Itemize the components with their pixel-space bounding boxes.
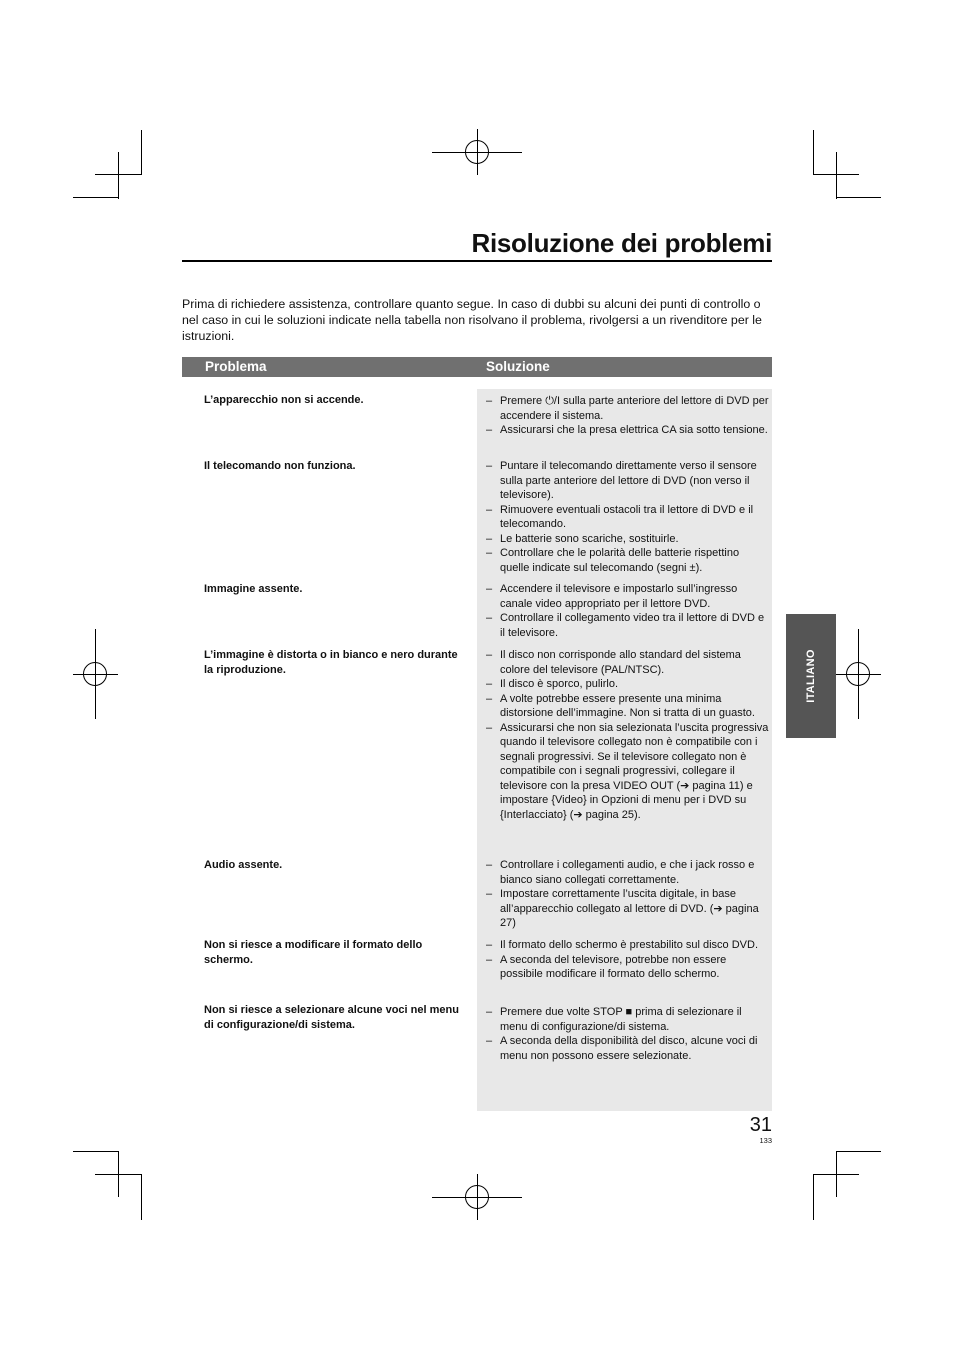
crop-mark-line [95, 1174, 142, 1175]
registration-circle [846, 662, 870, 686]
solution-item: – Premere due volte STOP ■ prima di selezionare il menu di configurazione/di sistema. [486, 1005, 770, 1034]
solution-list [486, 1005, 770, 1063]
solution-item: – A seconda della disponibilità del disco, alcune voci di menu non possono essere selezionate. [486, 1034, 770, 1063]
crop-mark-line [118, 152, 119, 199]
header-solution: Soluzione [486, 359, 550, 374]
crop-mark-line [813, 1174, 859, 1175]
language-tab-label: ITALIANO [805, 649, 817, 703]
solution-list [486, 648, 770, 822]
solution-item: – Impostare correttamente l’uscita digitale, in base all’apparecchio collegato al lettore di DVD. (➔ pagina 27) [486, 887, 770, 931]
solution-item: – Accendere il televisore e impostarlo sull’ingresso canale video appropriato per il lettore DVD. [486, 582, 770, 611]
solution-item: – Controllare il collegamento video tra il lettore di DVD e il televisore. [486, 611, 770, 640]
solution-item: – Il formato dello schermo è prestabilito sul disco DVD. [486, 938, 770, 953]
solution-item: – Assicurarsi che la presa elettrica CA sia sotto tensione. [486, 423, 770, 438]
solution-list [486, 858, 770, 931]
language-tab [786, 614, 836, 738]
solution-item: – Rimuovere eventuali ostacoli tra il lettore di DVD e il telecomando. [486, 503, 770, 532]
sub-page-number: 133 [759, 1136, 772, 1145]
solution-item: – Puntare il telecomando direttamente verso il sensore sulla parte anteriore del lettore di DVD (non verso il televisore). [486, 459, 770, 503]
registration-circle [465, 1185, 489, 1209]
crop-mark-line [73, 1151, 119, 1152]
page-number: 31 [749, 1114, 772, 1136]
intro-paragraph: Prima di richiedere assistenza, controllare quanto segue. In caso di dubbi su alcuni dei punti di controllo o nel caso in cui le soluzioni indicate nella tabella non risolvano il problema, rivolgersi a un rivenditore per le istruzioni. [182, 297, 762, 343]
problem-cell: Il telecomando non funziona. [204, 460, 356, 472]
header-problem: Problema [205, 359, 267, 374]
solution-list [486, 459, 770, 575]
solution-item: – Controllare i collegamenti audio, e che i jack rosso e bianco siano collegati correttamente. [486, 858, 770, 887]
problem-cell: L’immagine è distorta o in bianco e nero durante la riproduzione. [204, 649, 458, 676]
solution-item: – Il disco non corrisponde allo standard del sistema colore del televisore (PAL/NTSC). [486, 648, 770, 677]
solution-list [486, 394, 770, 438]
page-title: Risoluzione dei problemi [471, 228, 772, 258]
problem-cell: L’apparecchio non si accende. [204, 394, 364, 406]
solution-item: – Le batterie sono scariche, sostituirle. [486, 532, 770, 547]
table-header [182, 357, 772, 377]
solution-item: – A volte potrebbe essere presente una minima distorsione dell’immagine. Non si tratta di un guasto. [486, 692, 770, 721]
crop-mark-line [813, 130, 814, 175]
problem-cell: Audio assente. [204, 859, 283, 871]
registration-circle [83, 662, 107, 686]
crop-mark-line [141, 130, 142, 175]
crop-mark-line [836, 152, 837, 199]
crop-mark-line [813, 1174, 814, 1220]
solution-item: – A seconda del televisore, potrebbe non essere possibile modificare il formato dello schermo. [486, 953, 770, 982]
solution-item: – Controllare che le polarità delle batterie rispettino quelle indicate sul telecomando (segni ±). [486, 546, 770, 575]
solution-item: – Assicurarsi che non sia selezionata l’uscita progressiva quando il televisore collegato non è compatibile con i segnali progressivi. Se il televisore collegato non è compatibile con i segnali progressivi, collegare il televisore con la presa VIDEO OUT (➔ pagina 11) e impostare {Video} in Opzioni di menu per i DVD su {Interlacciato} (➔ pagina 25). [486, 721, 770, 823]
solution-list [486, 938, 770, 982]
solution-item: – Il disco è sporco, pulirlo. [486, 677, 770, 692]
problem-cell: Non si riesce a modificare il formato dello schermo. [204, 939, 423, 966]
solution-list [486, 582, 770, 640]
crop-mark-line [73, 197, 119, 198]
title-underline [182, 260, 772, 262]
crop-mark-line [836, 197, 881, 198]
solution-item: – Premere ⏻/I sulla parte anteriore del lettore di DVD per accendere il sistema. [486, 394, 770, 423]
problem-cell: Non si riesce a selezionare alcune voci nel menu di configurazione/di sistema. [204, 1004, 459, 1031]
crop-mark-line [836, 1151, 881, 1152]
registration-circle [465, 140, 489, 164]
problem-cell: Immagine assente. [204, 583, 303, 595]
crop-mark-line [141, 1174, 142, 1220]
